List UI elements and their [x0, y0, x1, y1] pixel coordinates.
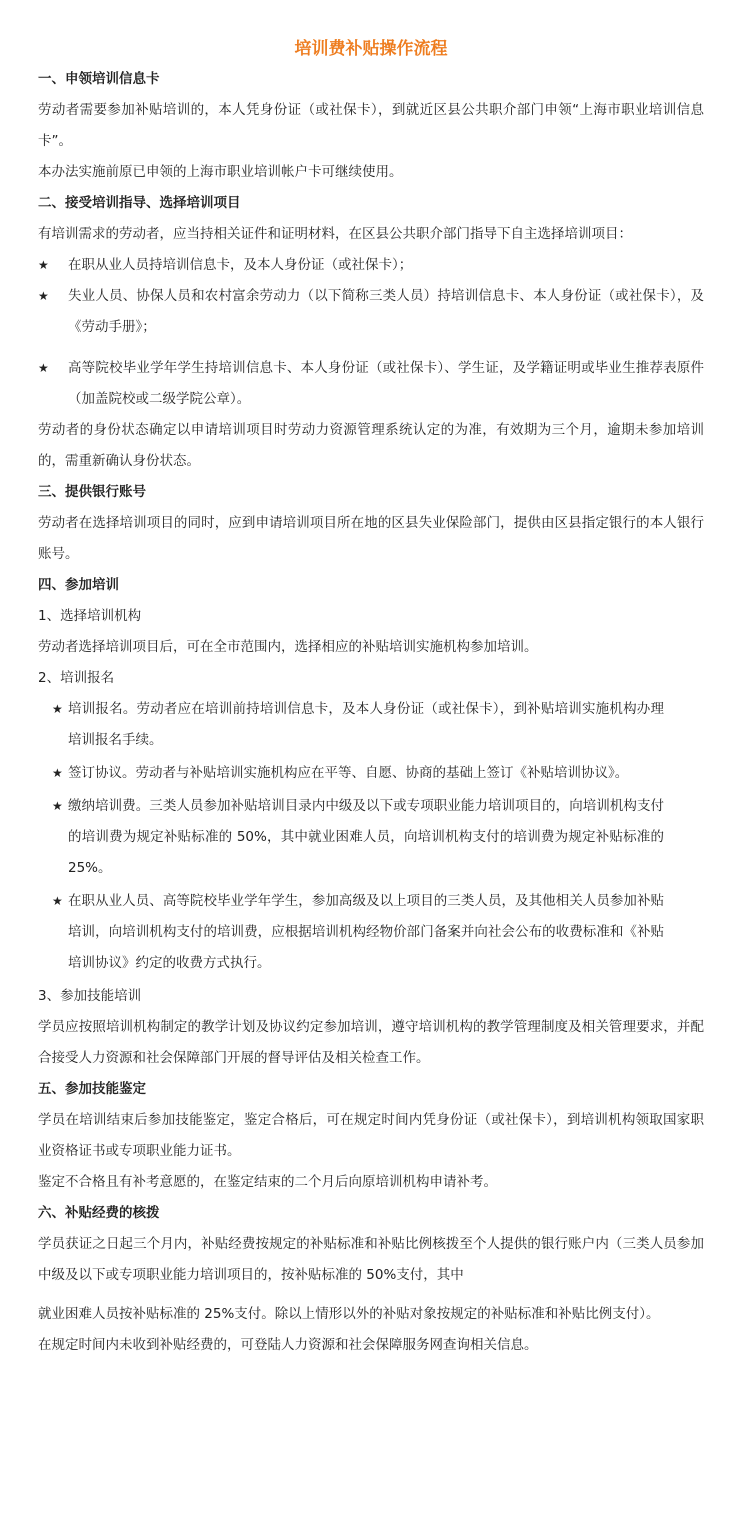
- page-title: 培训费补贴操作流程: [294, 39, 448, 59]
- section-heading: 三、提供银行账号: [38, 484, 146, 500]
- star-icon: ★: [38, 361, 49, 375]
- subheading: 3、参加技能培训: [38, 988, 142, 1004]
- subheading: 2、培训报名: [38, 670, 115, 686]
- list-item-text: 失业人员、协保人员和农村富余劳动力（以下简称三类人员）持培训信息卡、本人身份证（或社保卡），及《劳动手册》；: [68, 288, 704, 335]
- list-item: [38, 758, 704, 789]
- paragraph: 劳动者需要参加补贴培训的，本人凭身份证（或社保卡），到就近区县公共职介部门申领“上海市职业培训信息卡”。: [38, 102, 704, 149]
- section-heading: 一、申领培训信息卡: [38, 71, 160, 87]
- list-item: [38, 281, 704, 343]
- section-bank-account: [38, 477, 704, 570]
- list-item: [38, 791, 704, 884]
- list-item-text: 培训报名。劳动者应在培训前持培训信息卡，及本人身份证（或社保卡），到补贴培训实施机构办理培训报名手续。: [68, 701, 664, 748]
- section-heading: 四、参加培训: [38, 577, 119, 593]
- list-item-text: 高等院校毕业学年学生持培训信息卡、本人身份证（或社保卡）、学生证，及学籍证明或毕业生推荐表原件（加盖院校或二级学院公章）。: [68, 360, 704, 407]
- star-icon: ★: [38, 258, 49, 272]
- paragraph: 劳动者在选择培训项目的同时，应到申请培训项目所在地的区县失业保险部门，提供由区县指定银行的本人银行账号。: [38, 515, 704, 562]
- list-item: [38, 694, 704, 756]
- paragraph: 就业困难人员按补贴标准的 25%支付。除以上情形以外的补贴对象按规定的补贴标准和补贴比例支付）。: [38, 1306, 660, 1322]
- list-item-text: 在职从业人员持培训信息卡，及本人身份证（或社保卡）；: [68, 257, 413, 273]
- paragraph: 学员在培训结束后参加技能鉴定，鉴定合格后，可在规定时间内凭身份证（或社保卡），到培训机构领取国家职业资格证书或专项职业能力证书。: [38, 1112, 704, 1159]
- star-icon: ★: [52, 766, 63, 780]
- star-icon: ★: [52, 799, 63, 813]
- section-heading: 五、参加技能鉴定: [38, 1081, 146, 1097]
- section-heading: 六、补贴经费的核拨: [38, 1205, 160, 1221]
- list-item-text: 缴纳培训费。三类人员参加补贴培训目录内中级及以下或专项职业能力培训项目的，向培训机构支付的培训费为规定补贴标准的 50%，其中就业困难人员，向培训机构支付的培训费为规定补贴标准的 25%。: [68, 798, 664, 876]
- list-item-text: 签订协议。劳动者与补贴培训实施机构应在平等、自愿、协商的基础上签订《补贴培训协议》。: [68, 765, 629, 781]
- star-icon: ★: [52, 894, 63, 908]
- paragraph: 学员获证之日起三个月内，补贴经费按规定的补贴标准和补贴比例核拨至个人提供的银行账户内（三类人员参加中级及以下或专项职业能力培训项目的，按补贴标准的 50%支付，其中: [38, 1236, 704, 1283]
- list-item: [38, 886, 704, 979]
- paragraph: 劳动者的身份状态确定以申请培训项目时劳动力资源管理系统认定的为准，有效期为三个月，逾期未参加培训的，需重新确认身份状态。: [38, 422, 704, 469]
- list-item: [38, 250, 704, 281]
- paragraph: 劳动者选择培训项目后，可在全市范围内，选择相应的补贴培训实施机构参加培训。: [38, 639, 538, 655]
- section-attend-training: [38, 570, 704, 1074]
- star-icon: ★: [52, 702, 63, 716]
- paragraph: 鉴定不合格且有补考意愿的，在鉴定结束的二个月后向原培训机构申请补考。: [38, 1174, 497, 1190]
- list-item-text: 在职从业人员、高等院校毕业学年学生，参加高级及以上项目的三类人员，及其他相关人员参加补贴培训，向培训机构支付的培训费，应根据培训机构经物价部门备案并向社会公布的收费标准和《补贴培训协议》约定的收费方式执行。: [68, 893, 664, 971]
- section-apply-card: [38, 64, 704, 188]
- list-item: [38, 353, 704, 415]
- paragraph: 本办法实施前原已申领的上海市职业培训帐户卡可继续使用。: [38, 164, 403, 180]
- section-subsidy-payment: [38, 1198, 704, 1361]
- section-skill-assessment: [38, 1074, 704, 1198]
- subheading: 1、选择培训机构: [38, 608, 142, 624]
- section-heading: 二、接受培训指导、选择培训项目: [38, 195, 241, 211]
- paragraph: 学员应按照培训机构制定的教学计划及协议约定参加培训，遵守培训机构的教学管理制度及相关管理要求，并配合接受人力资源和社会保障部门开展的督导评估及相关检查工作。: [38, 1019, 704, 1066]
- section-choose-project: [38, 188, 704, 477]
- star-icon: ★: [38, 289, 49, 303]
- paragraph: 有培训需求的劳动者，应当持相关证件和证明材料，在区县公共职介部门指导下自主选择培训项目：: [38, 226, 632, 242]
- paragraph: 在规定时间内未收到补贴经费的，可登陆人力资源和社会保障服务网查询相关信息。: [38, 1337, 538, 1353]
